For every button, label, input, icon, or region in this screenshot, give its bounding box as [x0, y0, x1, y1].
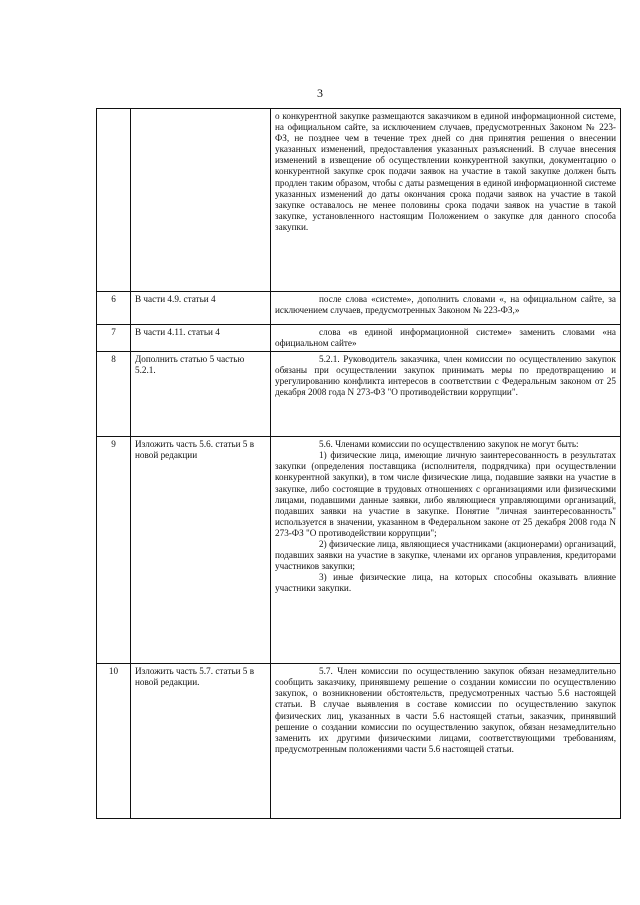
amendment-paragraph: слова «в единой информационной системе» заменить словами «на официальном сайте»: [275, 327, 616, 349]
table-row: [97, 352, 621, 437]
amendment-action: Изложить часть 5.6. статьи 5 в новой редакции: [131, 437, 271, 664]
row-number: 9: [97, 437, 131, 664]
amendment-paragraph: 5.6. Членами комиссии по осуществлению закупок не могут быть:: [319, 439, 579, 450]
table-row: [97, 292, 621, 325]
amendment-action: Изложить часть 5.7. статьи 5 в новой редакции.: [131, 664, 271, 819]
amendment-action: [131, 109, 271, 292]
amendment-text: [271, 109, 621, 292]
amendment-paragraph: о конкурентной закупке размещаются заказчиком в единой информационной системе, на официальном сайте, за исключением случаев, предусмотренных Законом № 223-ФЗ, не позднее чем в течение трех дней со дня принятия решения о внесении указанных изменений, предоставления указанных разъяснений. В случае внесения изменений в извещение об осуществлении конкурентной закупки, документацию о конкурентной закупке срок подачи заявок на участие в такой закупке должен быть продлен таким образом, чтобы с даты размещения в единой информационной системе указанных изменений до даты окончания срока подачи заявок на участие в такой закупке оставалось не менее половины срока подачи заявок на участие в такой закупке, установленного настоящим Положением о закупке для данного способа закупки.: [275, 111, 616, 232]
row-number: 7: [97, 325, 131, 352]
amendment-paragraph: 1) физические лица, имеющие личную заинтересованность в результатах закупки (определения поставщика (исполнителя, подрядчика) при осуществлении конкурентной закупки), в том числе физические лица, подавшие заявки на участие в закупке, либо состоящие в трудовых отношениях с организациями или физическими лицами, подавшими данные заявки, либо являющиеся управляющими организаций, подавших заявки на участие в закупке. Понятие "личная заинтересованность" используется в значении, указанном в Федеральном законе от 25 декабря 2008 года N 273-ФЗ "О противодействии коррупции";: [275, 450, 616, 538]
amendment-text: [271, 325, 621, 352]
amendment-paragraph: 5.2.1. Руководитель заказчика, член комиссии по осуществлению закупок обязаны при осуществлении закупок принимать меры по предотвращению и урегулированию конфликта интересов в соответствии с Федеральным законом от 25 декабря 2008 года N 273-ФЗ "О противодействии коррупции".: [275, 354, 616, 398]
amendment-text: [271, 352, 621, 437]
amendment-paragraph: 5.7. Член комиссии по осуществлению закупок обязан незамедлительно сообщить заказчику, принявшему решение о создании комиссии по осуществлению закупок, о возникновении обстоятельств, предусмотренных частью 5.6 настоящей статьи. В случае выявления в составе комиссии по осуществлению закупок физических лиц, указанных в части 5.6 настоящей статьи, заказчик, принявший решение о создании комиссии по осуществлению закупок, обязан незамедлительно заменить их другими физическими лицами, соответствующими требованиям, предусмотренным положениями части 5.6 настоящей статьи.: [275, 666, 616, 754]
amendment-action: В части 4.11. статьи 4: [131, 325, 271, 352]
table-row: [97, 437, 621, 664]
row-number: 6: [97, 292, 131, 325]
page-number: 3: [317, 86, 323, 100]
amendment-action: В части 4.9. статьи 4: [131, 292, 271, 325]
amendment-paragraph: 3) иные физические лица, на которых способны оказывать влияние участники закупки.: [275, 572, 616, 594]
row-number: [97, 109, 131, 292]
table-row: [97, 109, 621, 292]
amendment-paragraph: после слова «системе», дополнить словами «, на официальном сайте, за исключением случаев, предусмотренных Законом № 223-ФЗ,»: [275, 294, 616, 316]
table-row: [97, 325, 621, 352]
amendment-action: Дополнить статью 5 частью 5.2.1.: [131, 352, 271, 437]
row-number: 8: [97, 352, 131, 437]
amendment-text: [271, 664, 621, 819]
amendment-text: [271, 292, 621, 325]
amendments-table: [96, 108, 621, 819]
row-number: 10: [97, 664, 131, 819]
table-row: [97, 664, 621, 819]
amendment-text: [271, 437, 621, 664]
amendment-paragraph: 2) физические лица, являющиеся участниками (акционерами) организаций, подавших заявки на участие в закупке, членами их органов управления, кредиторами участников закупки;: [275, 539, 616, 572]
